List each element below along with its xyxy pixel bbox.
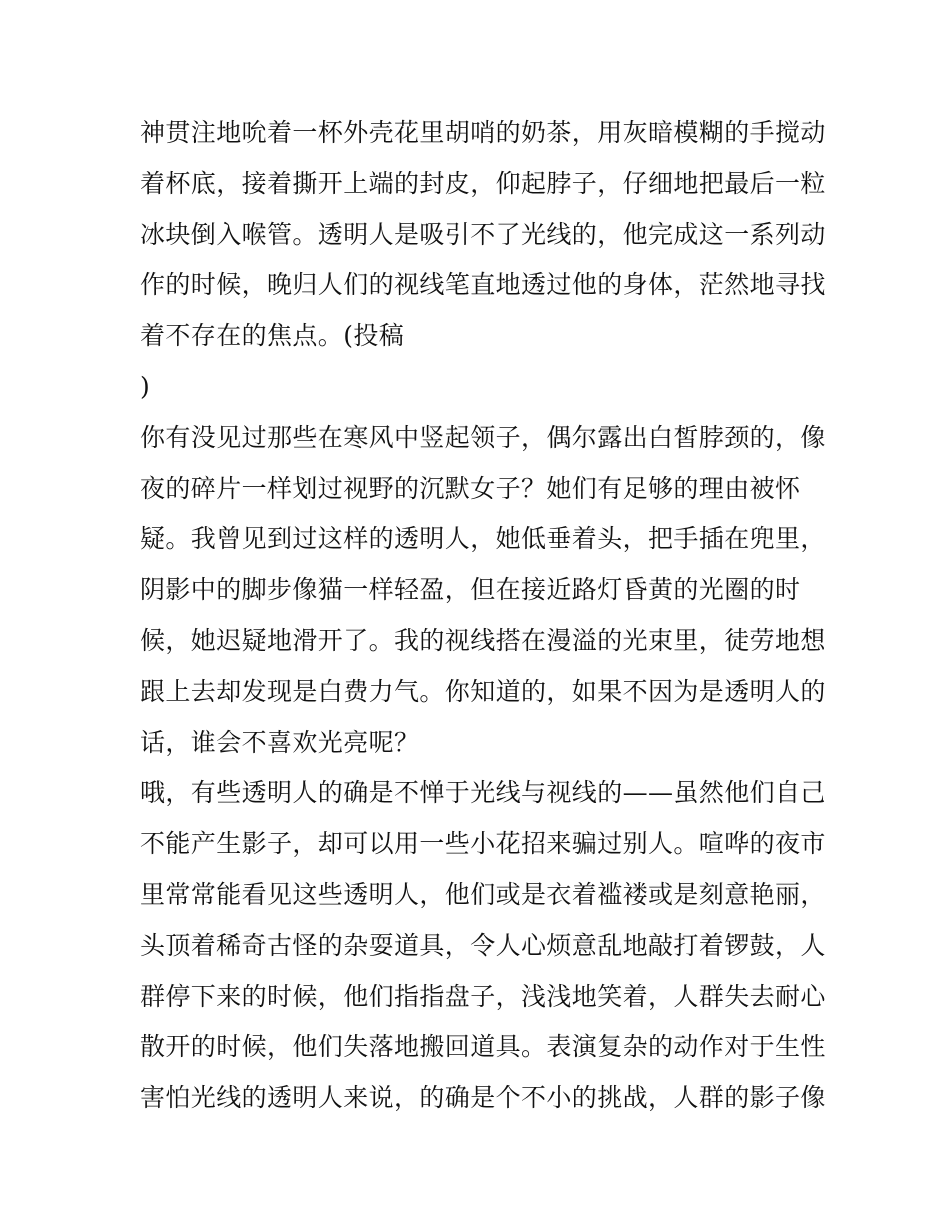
text-line: 里常常能看见这些透明人，他们或是衣着褴褛或是刻意艳丽，	[140, 879, 826, 909]
text-line: )	[140, 371, 151, 401]
text-line: 散开的时候，他们失落地搬回道具。表演复杂的动作对于生性	[140, 1032, 826, 1062]
text-line: 夜的碎片一样划过视野的沉默女子？她们有足够的理由被怀	[140, 473, 801, 503]
text-line: 冰块倒入喉管。透明人是吸引不了光线的，他完成这一系列动	[140, 219, 826, 249]
text-line: 阴影中的脚步像猫一样轻盈，但在接近路灯昏黄的光圈的时	[140, 575, 801, 605]
text-line: 害怕光线的透明人来说，的确是个不小的挑战，人群的影子像	[140, 1083, 826, 1113]
text-line: 着不存在的焦点。(投稿	[140, 321, 405, 351]
text-line: 候，她迟疑地滑开了。我的视线搭在漫溢的光束里，徒劳地想	[140, 625, 826, 655]
text-line: 头顶着稀奇古怪的杂耍道具，令人心烦意乱地敲打着锣鼓，人	[140, 930, 826, 960]
text-line: 话，谁会不喜欢光亮呢？	[140, 727, 420, 757]
text-line: 跟上去却发现是白费力气。你知道的，如果不因为是透明人的	[140, 676, 826, 706]
text-line: 作的时候，晚归人们的视线笔直地透过他的身体，茫然地寻找	[140, 270, 826, 300]
text-line: 疑。我曾见到过这样的透明人，她低垂着头，把手插在兜里，	[140, 524, 826, 554]
text-line: 神贯注地吮着一杯外壳花里胡哨的奶茶，用灰暗模糊的手搅动	[140, 118, 826, 147]
text-line: 不能产生影子，却可以用一些小花招来骗过别人。喧哗的夜市	[140, 829, 826, 859]
body-text	[140, 108, 826, 1124]
text-line: 群停下来的时候，他们指指盘子，浅浅地笑着，人群失去耐心	[140, 981, 826, 1011]
text-line: 着杯底，接着撕开上端的封皮，仰起脖子，仔细地把最后一粒	[140, 168, 826, 198]
text-line: 你有没见过那些在寒风中竖起领子，偶尔露出白皙脖颈的，像	[140, 422, 826, 452]
text-line: 哦，有些透明人的确是不惮于光线与视线的——虽然他们自己	[140, 778, 826, 808]
